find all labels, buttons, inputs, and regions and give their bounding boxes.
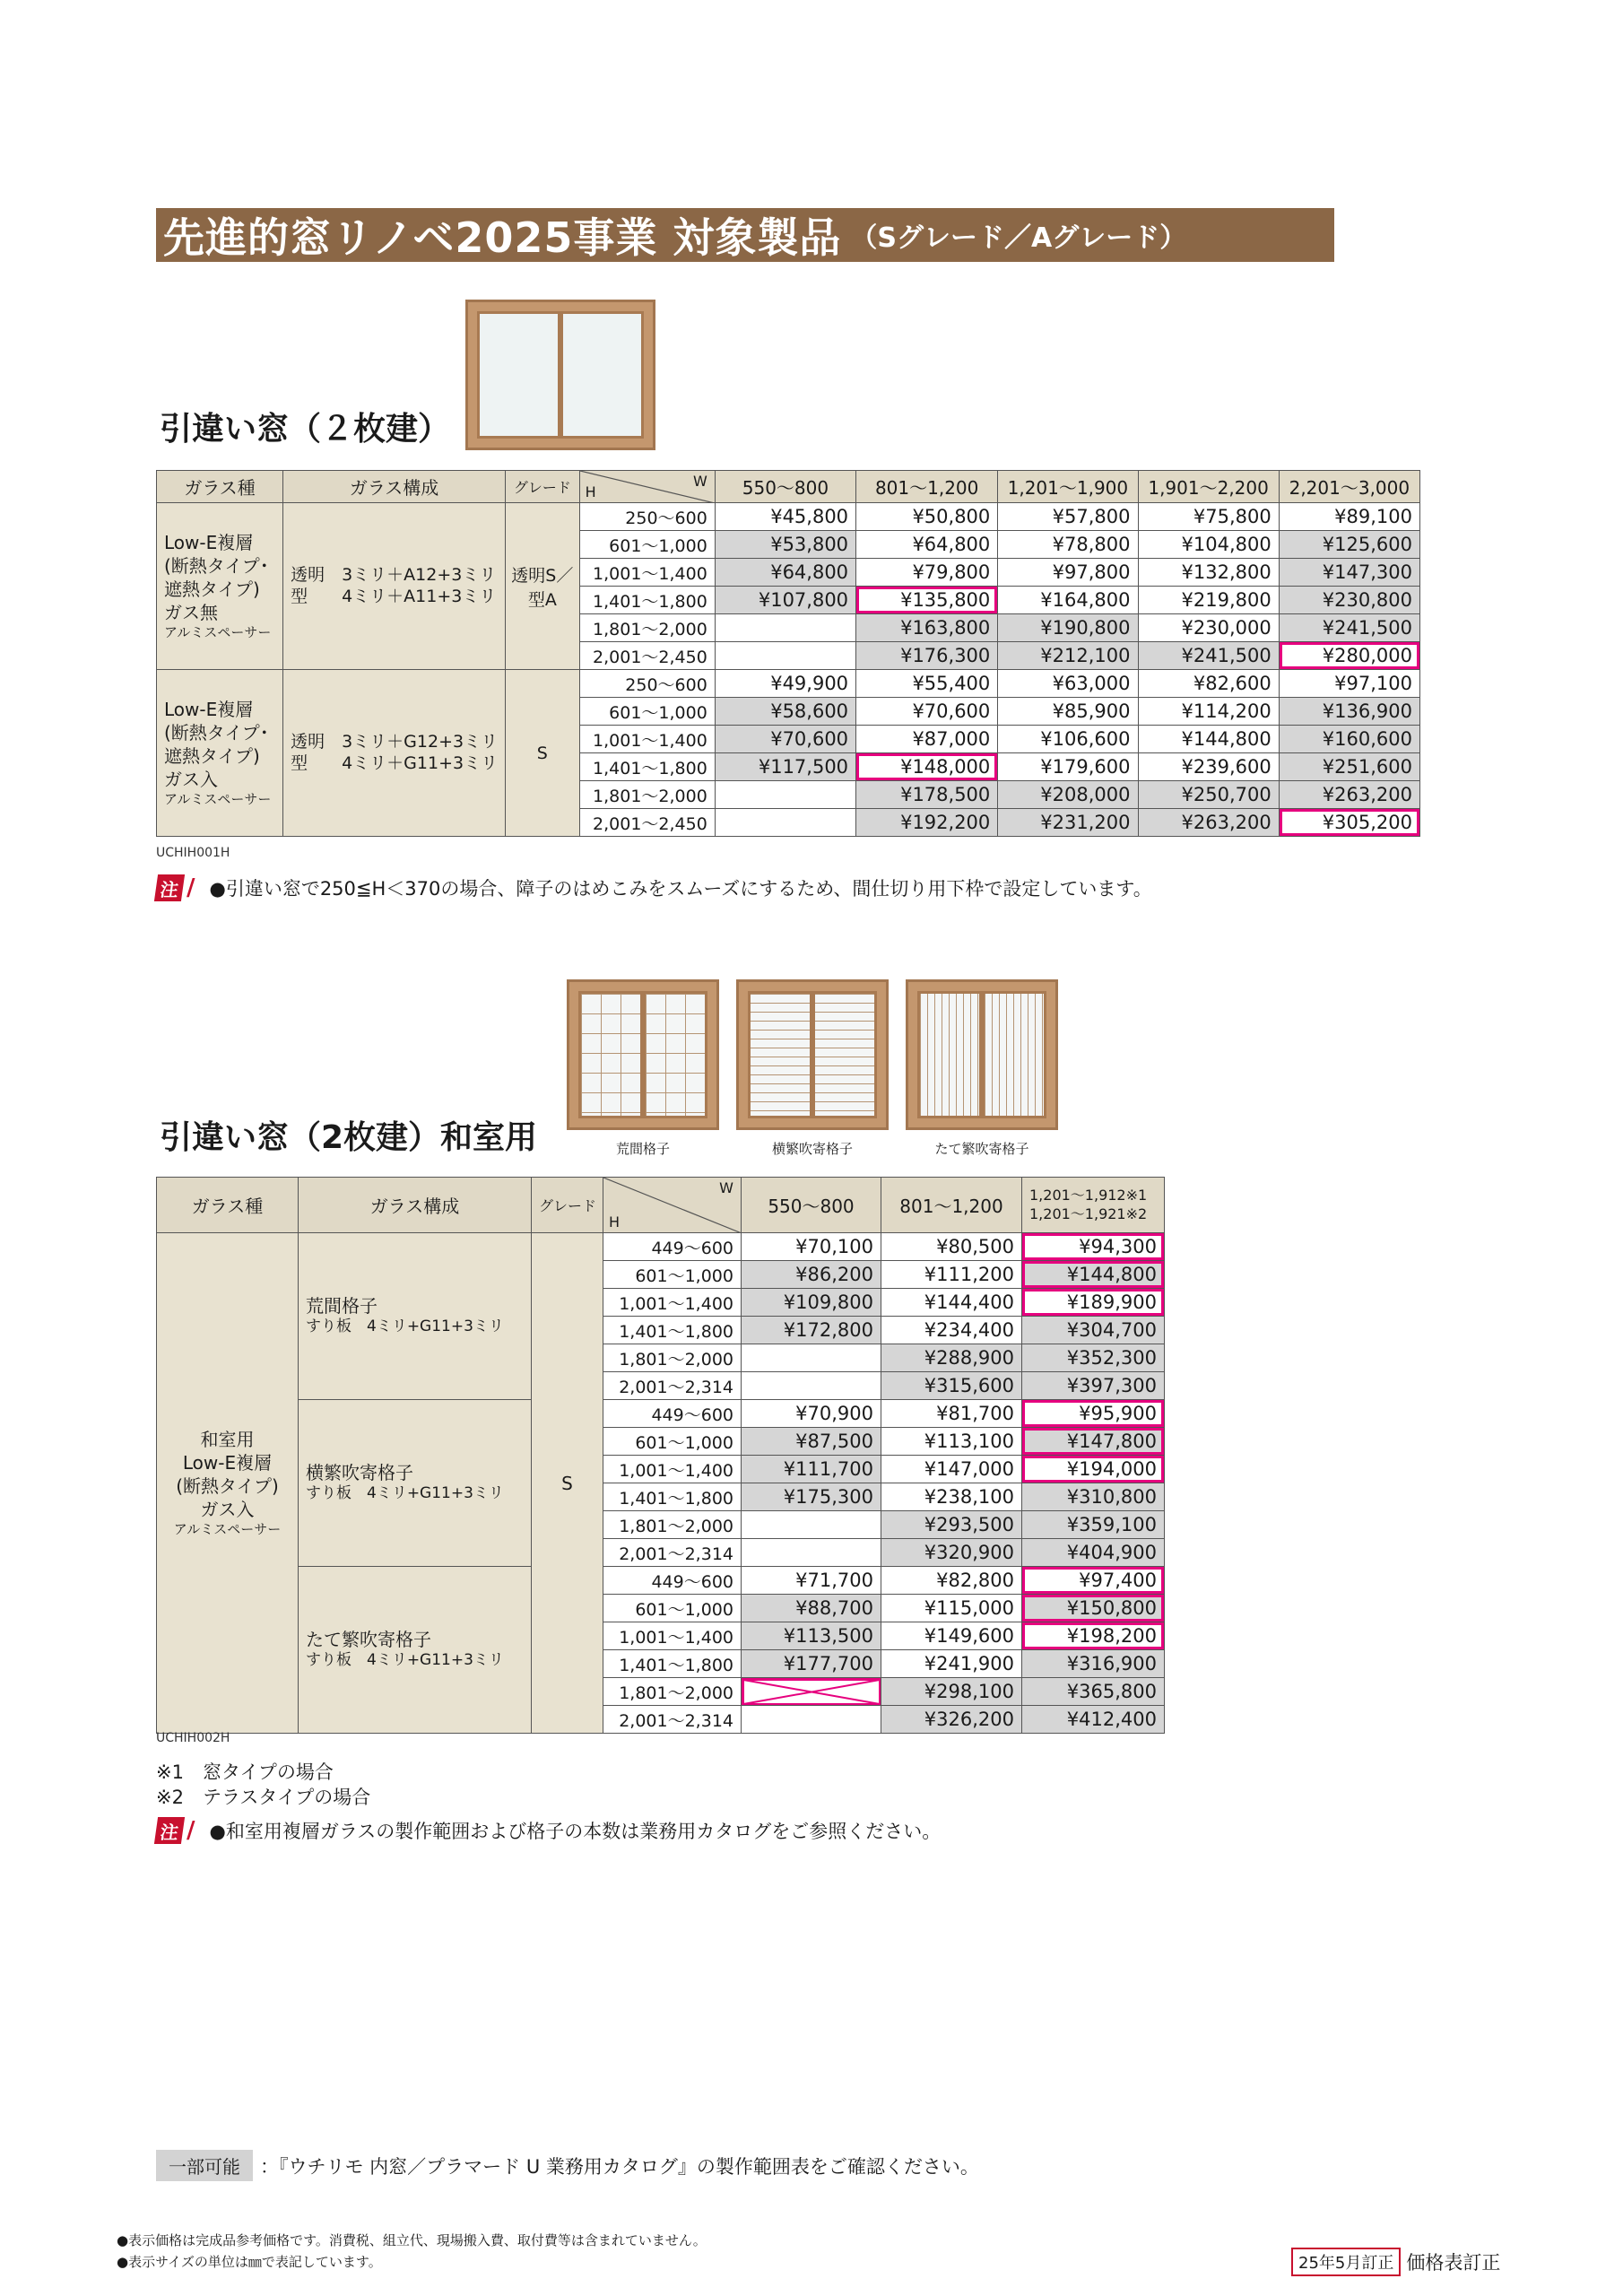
glass-composition-line: 型 4ミリ＋A11+3ミリ (291, 586, 497, 606)
price-cell: ¥251,600 (1279, 753, 1419, 781)
disclaimer-1: ●表示価格は完成品参考価格です。消費税、組立代、現場搬入費、取付費等は含まれていません。 (117, 2232, 707, 2248)
price-cell: ¥80,500 (881, 1233, 1022, 1261)
glass-type-line: 遮熱タイプ) (164, 578, 260, 600)
price-cell: ¥78,800 (998, 531, 1138, 559)
height-range: 449～600 (603, 1567, 742, 1595)
price-cell: ¥194,000 (1022, 1456, 1165, 1483)
caption-arama: 荒間格子 (615, 1141, 670, 1157)
banner-subtitle: （Sグレード／Aグレード） (850, 222, 1187, 254)
price-cell (715, 809, 855, 837)
height-range: 449～600 (603, 1400, 742, 1428)
price-cell: ¥212,100 (998, 642, 1138, 670)
price-cell: ¥114,200 (1138, 698, 1279, 726)
price-cell (742, 1344, 881, 1372)
price-cell: ¥53,800 (715, 531, 855, 559)
price-cell: ¥104,800 (1138, 531, 1279, 559)
header-width-2: 801～1,200 (881, 1178, 1022, 1233)
glass-type-line: 遮熱タイプ) (164, 744, 260, 767)
price-cell (715, 614, 855, 642)
grade-cell: S (506, 670, 580, 837)
price-cell: ¥64,800 (856, 531, 998, 559)
height-range: 601～1,000 (603, 1261, 742, 1289)
price-cell: ¥177,700 (742, 1650, 881, 1678)
price-cell: ¥150,800 (1022, 1595, 1165, 1622)
glass-composition-cell (283, 670, 506, 837)
cross-mark-icon (742, 1678, 881, 1706)
height-range: 250～600 (579, 503, 715, 531)
price-cell: ¥106,600 (998, 726, 1138, 753)
glass-type-line: (断熱タイプ･ (164, 721, 269, 744)
price-cell: ¥149,600 (881, 1622, 1022, 1650)
price-cell: ¥94,300 (1022, 1233, 1165, 1261)
caption-tate: たて繁吹寄格子 (934, 1141, 1029, 1157)
arama-koshi-photo (567, 979, 719, 1130)
price-cell: ¥97,800 (998, 559, 1138, 587)
price-cell (715, 781, 855, 809)
header-width-3-terrace: 1,201～1,921※2 (1029, 1205, 1148, 1222)
glass-composition-line: すり板 4ミリ+G11+3ミリ (306, 1318, 504, 1336)
section2-price-table (156, 1177, 1165, 1734)
header-width-3-window: 1,201～1,912※1 (1029, 1186, 1148, 1204)
price-cell: ¥238,100 (881, 1483, 1022, 1511)
glass-composition-line: 透明 3ミリ＋G12+3ミリ (291, 731, 499, 752)
price-cell: ¥135,800 (856, 587, 998, 614)
header-width-2: 801～1,200 (856, 471, 998, 503)
price-cell: ¥144,400 (881, 1289, 1022, 1317)
price-cell: ¥95,900 (1022, 1400, 1165, 1428)
glass-type-line: (断熱タイプ) (176, 1474, 279, 1497)
price-cell (715, 642, 855, 670)
price-cell: ¥305,200 (1279, 809, 1419, 837)
height-range: 2,001～2,314 (603, 1706, 742, 1734)
price-cell: ¥288,900 (881, 1344, 1022, 1372)
footnote-2: ※2 テラスタイプの場合 (156, 1787, 371, 1808)
price-cell: ¥111,200 (881, 1261, 1022, 1289)
price-cell: ¥239,600 (1138, 753, 1279, 781)
price-cell: ¥230,000 (1138, 614, 1279, 642)
section1-note-text: ●引違い窓で250≦H＜370の場合、障子のはめこみをスムーズにするため、間仕切り用下枠で設定しています。 (209, 878, 1152, 900)
window-pane-right (982, 991, 1046, 1118)
price-cell: ¥58,600 (715, 698, 855, 726)
price-cell: ¥320,900 (881, 1539, 1022, 1567)
partial-available-badge: 一部可能 (156, 2150, 253, 2181)
glass-composition-cell (299, 1567, 532, 1734)
price-cell (742, 1706, 881, 1734)
note-tag: 注 (154, 1817, 185, 1844)
header-grade: グレード (532, 1178, 603, 1233)
header-width-3: 1,201～1,900 (998, 471, 1138, 503)
section1-title: 引違い窓（２枚建） (160, 411, 451, 448)
price-cell: ¥326,200 (881, 1706, 1022, 1734)
price-cell: ¥352,300 (1022, 1344, 1165, 1372)
price-cell: ¥50,800 (856, 503, 998, 531)
glass-composition-cell (283, 503, 506, 670)
lattice-name: 横繁吹寄格子 (306, 1462, 413, 1484)
height-range: 1,001～1,400 (603, 1289, 742, 1317)
price-cell: ¥70,900 (742, 1400, 881, 1428)
window-pane-left (578, 991, 643, 1118)
price-cell: ¥87,000 (856, 726, 998, 753)
glass-type-cell (157, 503, 283, 670)
price-cell: ¥365,800 (1022, 1678, 1165, 1706)
price-cell: ¥147,300 (1279, 559, 1419, 587)
tate-shige-photo (906, 979, 1058, 1130)
price-cell: ¥109,800 (742, 1289, 881, 1317)
glass-composition-cell (299, 1400, 532, 1567)
price-cell: ¥189,900 (1022, 1289, 1165, 1317)
glass-composition-line: すり板 4ミリ+G11+3ミリ (306, 1484, 504, 1503)
price-cell: ¥85,900 (998, 698, 1138, 726)
header-w-h (603, 1178, 742, 1233)
price-cell: ¥234,400 (881, 1317, 1022, 1344)
header-width-3 (1022, 1178, 1165, 1233)
header-w-label: W (719, 1179, 733, 1196)
price-cell: ¥163,800 (856, 614, 998, 642)
price-cell: ¥250,700 (1138, 781, 1279, 809)
price-cell: ¥88,700 (742, 1595, 881, 1622)
price-cell: ¥179,600 (998, 753, 1138, 781)
header-glass-type: ガラス種 (157, 471, 283, 503)
height-range: 601～1,000 (603, 1428, 742, 1456)
glass-type-line: ガス無 (164, 601, 218, 623)
price-cell: ¥164,800 (998, 587, 1138, 614)
price-cell: ¥111,700 (742, 1456, 881, 1483)
price-cell: ¥86,200 (742, 1261, 881, 1289)
glass-composition-cell (299, 1233, 532, 1400)
height-range: 1,001～1,400 (579, 559, 715, 587)
price-cell: ¥70,600 (856, 698, 998, 726)
note-slash-icon: / (187, 874, 195, 901)
height-range: 2,001～2,314 (603, 1372, 742, 1400)
height-range: 1,401～1,800 (603, 1483, 742, 1511)
price-cell: ¥97,100 (1279, 670, 1419, 698)
glass-type-line: Low-E複層 (182, 1451, 273, 1474)
price-cell: ¥57,800 (998, 503, 1138, 531)
price-cell: ¥310,800 (1022, 1483, 1165, 1511)
section2-note (156, 1817, 941, 1844)
header-w-h (579, 471, 715, 503)
window-pane-right (643, 991, 707, 1118)
height-range: 601～1,000 (579, 531, 715, 559)
price-cell: ¥125,600 (1279, 531, 1419, 559)
price-cell: ¥241,900 (881, 1650, 1022, 1678)
price-cell: ¥263,200 (1138, 809, 1279, 837)
price-cell (742, 1539, 881, 1567)
header-glass-composition: ガラス構成 (283, 471, 506, 503)
price-cell (742, 1372, 881, 1400)
price-cell: ¥147,000 (881, 1456, 1022, 1483)
price-cell: ¥132,800 (1138, 559, 1279, 587)
height-range: 2,001～2,450 (579, 809, 715, 837)
price-cell: ¥82,800 (881, 1567, 1022, 1595)
price-cell: ¥397,300 (1022, 1372, 1165, 1400)
glass-type-line: 和室用 (200, 1428, 255, 1450)
price-cell: ¥241,500 (1279, 614, 1419, 642)
price-cell: ¥147,800 (1022, 1428, 1165, 1456)
price-cell: ¥89,100 (1279, 503, 1419, 531)
height-range: 1,401～1,800 (579, 587, 715, 614)
grade-cell: S (532, 1233, 603, 1734)
header-glass-type: ガラス種 (157, 1178, 299, 1233)
glass-type-line: (断熱タイプ･ (164, 554, 269, 577)
partial-available-text: ：『ウチリモ 内窓／プラマード U 業務用カタログ』の製作範囲表をご確認ください。 (260, 2156, 979, 2178)
page-banner (156, 208, 1334, 262)
footnote-1: ※1 窓タイプの場合 (156, 1761, 334, 1783)
header-width-1: 550～800 (715, 471, 855, 503)
height-range: 1,401～1,800 (579, 753, 715, 781)
height-range: 2,001～2,314 (603, 1539, 742, 1567)
price-cell: ¥64,800 (715, 559, 855, 587)
price-cell: ¥198,200 (1022, 1622, 1165, 1650)
section2-code: UCHIH002H (156, 1731, 230, 1745)
price-cell: ¥412,400 (1022, 1706, 1165, 1734)
header-width-4: 1,901～2,200 (1138, 471, 1279, 503)
banner-title: 先進的窓リノベ2025事業 対象製品 (163, 213, 842, 262)
glass-type-cell (157, 1233, 299, 1734)
price-cell: ¥404,900 (1022, 1539, 1165, 1567)
note-tag: 注 (154, 874, 185, 901)
price-cell: ¥55,400 (856, 670, 998, 698)
price-cell (742, 1511, 881, 1539)
lattice-name: 荒間格子 (306, 1295, 378, 1318)
price-cell: ¥304,700 (1022, 1317, 1165, 1344)
price-cell: ¥70,600 (715, 726, 855, 753)
height-range: 2,001～2,450 (579, 642, 715, 670)
price-cell: ¥113,100 (881, 1428, 1022, 1456)
height-range: 1,801～2,000 (603, 1678, 742, 1706)
price-cell: ¥219,800 (1138, 587, 1279, 614)
height-range: 601～1,000 (603, 1595, 742, 1622)
glass-type-cell (157, 670, 283, 837)
header-w-label: W (693, 473, 707, 490)
glass-type-line: Low-E複層 (164, 531, 254, 553)
glass-type-line: ガス入 (200, 1498, 255, 1520)
price-cell: ¥178,500 (856, 781, 998, 809)
window-pane-left (477, 311, 560, 439)
lattice-name: たて繁吹寄格子 (306, 1629, 431, 1651)
section2-note-text: ●和室用複層ガラスの製作範囲および格子の本数は業務用カタログをご参照ください。 (209, 1821, 942, 1842)
price-cell: ¥75,800 (1138, 503, 1279, 531)
price-cell: ¥87,500 (742, 1428, 881, 1456)
header-width-5: 2,201～3,000 (1279, 471, 1419, 503)
window-pane-right (812, 991, 877, 1118)
height-range: 601～1,000 (579, 698, 715, 726)
header-grade: グレード (506, 471, 580, 503)
height-range: 1,001～1,400 (579, 726, 715, 753)
price-cell: ¥49,900 (715, 670, 855, 698)
glass-type-line: ガス入 (164, 768, 218, 790)
price-cell: ¥136,900 (1279, 698, 1419, 726)
glass-composition-line: 透明 3ミリ＋A12+3ミリ (291, 564, 497, 585)
price-cell: ¥115,000 (881, 1595, 1022, 1622)
header-width-1: 550～800 (742, 1178, 881, 1233)
price-cell: ¥208,000 (998, 781, 1138, 809)
price-cell: ¥144,800 (1138, 726, 1279, 753)
revision-stamp (1291, 2248, 1500, 2276)
grade-cell: 透明S／型A (506, 503, 580, 670)
price-cell: ¥241,500 (1138, 642, 1279, 670)
price-cell: ¥176,300 (856, 642, 998, 670)
section1-price-table (156, 470, 1420, 837)
glass-type-line: Low-E複層 (164, 698, 254, 720)
height-range: 1,801～2,000 (603, 1511, 742, 1539)
section2-title: 引違い窓（2枚建）和室用 (160, 1119, 538, 1156)
price-cell: ¥359,100 (1022, 1511, 1165, 1539)
height-range: 1,001～1,400 (603, 1622, 742, 1650)
header-h-label: H (609, 1213, 621, 1231)
price-cell: ¥230,800 (1279, 587, 1419, 614)
yoko-shige-photo (736, 979, 889, 1130)
unavailable-cell (742, 1678, 881, 1706)
price-cell: ¥172,800 (742, 1317, 881, 1344)
height-range: 1,801～2,000 (579, 614, 715, 642)
height-range: 1,801～2,000 (579, 781, 715, 809)
price-cell: ¥148,000 (856, 753, 998, 781)
price-cell: ¥71,700 (742, 1567, 881, 1595)
header-glass-composition: ガラス構成 (299, 1178, 532, 1233)
price-cell: ¥315,600 (881, 1372, 1022, 1400)
price-cell: ¥190,800 (998, 614, 1138, 642)
height-range: 449～600 (603, 1233, 742, 1261)
revision-text: 価格表訂正 (1406, 2252, 1501, 2274)
section1-code: UCHIH001H (156, 846, 230, 860)
caption-yoko: 横繁吹寄格子 (771, 1141, 853, 1157)
price-cell: ¥298,100 (881, 1678, 1022, 1706)
glass-type-line: アルミスペーサー (164, 623, 272, 640)
window-pane-left (748, 991, 812, 1118)
price-cell: ¥316,900 (1022, 1650, 1165, 1678)
note-slash-icon: / (187, 1817, 195, 1844)
price-cell: ¥192,200 (856, 809, 998, 837)
window-pane-left (917, 991, 982, 1118)
price-cell: ¥263,200 (1279, 781, 1419, 809)
price-cell: ¥79,800 (856, 559, 998, 587)
glass-type-line: アルミスペーサー (164, 790, 272, 807)
height-range: 1,401～1,800 (603, 1317, 742, 1344)
price-cell: ¥107,800 (715, 587, 855, 614)
price-cell: ¥81,700 (881, 1400, 1022, 1428)
section1-note (156, 874, 1152, 901)
price-cell: ¥97,400 (1022, 1567, 1165, 1595)
height-range: 1,001～1,400 (603, 1456, 742, 1483)
price-cell: ¥82,600 (1138, 670, 1279, 698)
price-cell: ¥70,100 (742, 1233, 881, 1261)
price-cell: ¥293,500 (881, 1511, 1022, 1539)
price-cell: ¥144,800 (1022, 1261, 1165, 1289)
height-range: 1,801～2,000 (603, 1344, 742, 1372)
glass-type-line: アルミスペーサー (173, 1520, 282, 1537)
price-cell: ¥113,500 (742, 1622, 881, 1650)
price-cell: ¥45,800 (715, 503, 855, 531)
disclaimer-2: ●表示サイズの単位は㎜で表記しています。 (117, 2254, 382, 2270)
height-range: 1,401～1,800 (603, 1650, 742, 1678)
height-range: 250～600 (579, 670, 715, 698)
price-cell: ¥231,200 (998, 809, 1138, 837)
price-cell: ¥160,600 (1279, 726, 1419, 753)
header-h-label: H (585, 483, 596, 500)
price-cell: ¥280,000 (1279, 642, 1419, 670)
price-cell: ¥63,000 (998, 670, 1138, 698)
revision-date-box: 25年5月訂正 (1291, 2248, 1401, 2276)
sliding-window-photo (465, 300, 655, 450)
glass-composition-line: 型 4ミリ＋G11+3ミリ (291, 752, 499, 773)
glass-composition-line: すり板 4ミリ+G11+3ミリ (306, 1651, 504, 1670)
price-cell: ¥175,300 (742, 1483, 881, 1511)
price-cell: ¥117,500 (715, 753, 855, 781)
window-pane-right (560, 311, 644, 439)
